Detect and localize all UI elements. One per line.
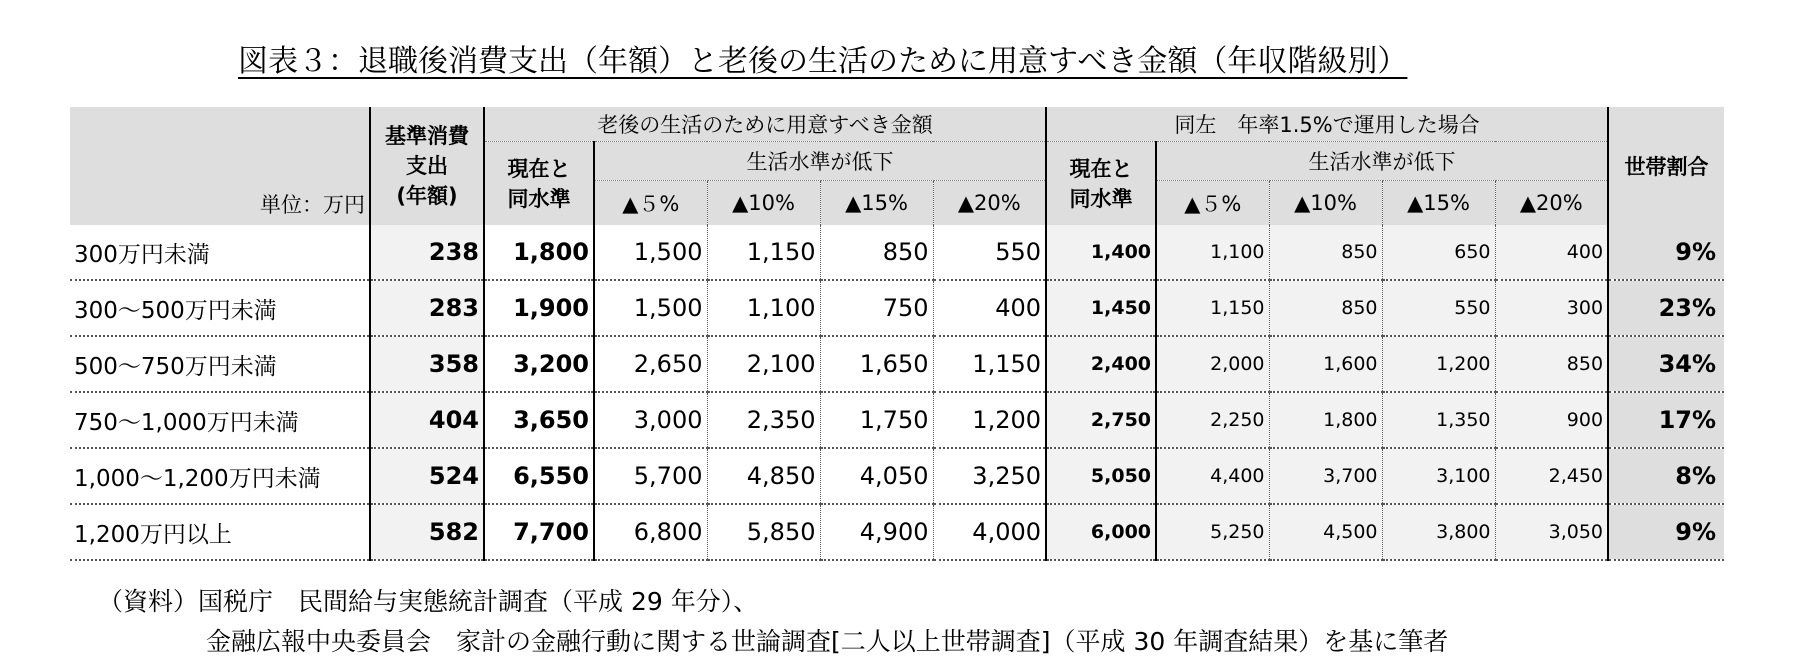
- invest-decline-5-cell: 5,250: [1156, 504, 1269, 560]
- invest-same-level-cell: 2,400: [1046, 336, 1156, 392]
- table-row: [70, 504, 1724, 560]
- decline-20-cell: 1,200: [933, 392, 1046, 448]
- base-consumption-cell: 582: [370, 504, 484, 560]
- same-level-cell: 3,200: [484, 336, 594, 392]
- invest-decline-20-cell: 300: [1495, 280, 1608, 336]
- decline-10-cell: 5,850: [707, 504, 820, 560]
- invest-decline-15-cell: 1,350: [1382, 392, 1495, 448]
- decline-5-cell: 1,500: [594, 225, 707, 280]
- invest-same-level-cell: 1,400: [1046, 225, 1156, 280]
- base-consumption-cell: 238: [370, 225, 484, 280]
- household-share-cell: 9%: [1608, 504, 1724, 560]
- base-consumption-cell: 283: [370, 280, 484, 336]
- invest-decline-20-cell: 3,050: [1495, 504, 1608, 560]
- invest-decline-10-cell: 850: [1269, 225, 1382, 280]
- invest-decline-20-cell: 400: [1495, 225, 1608, 280]
- invest-same-level-cell: 1,450: [1046, 280, 1156, 336]
- invest-same-level-cell: 5,050: [1046, 448, 1156, 504]
- decline-15-header: ▲15%: [820, 181, 933, 226]
- invest-decline-5-cell: 1,100: [1156, 225, 1269, 280]
- decline-15-cell: 750: [820, 280, 933, 336]
- table-body: [70, 225, 1724, 560]
- income-bracket-cell: 1,200万円以上: [70, 504, 370, 560]
- invest-same-level-cell: 6,000: [1046, 504, 1156, 560]
- invest-decline-15-cell: 3,800: [1382, 504, 1495, 560]
- invest-amount-header: 同左 年率1.5%で運用した場合: [1046, 107, 1608, 142]
- invest-decline-15-cell: 3,100: [1382, 448, 1495, 504]
- decline-10-cell: 2,350: [707, 392, 820, 448]
- decline-20-cell: 3,250: [933, 448, 1046, 504]
- household-share-cell: 8%: [1608, 448, 1724, 504]
- invest-decline-5-header: ▲５%: [1156, 181, 1269, 226]
- invest-decline-10-cell: 4,500: [1269, 504, 1382, 560]
- unit-label: 単位：万円: [70, 107, 370, 225]
- household-share-header: 世帯割合: [1608, 107, 1724, 225]
- invest-decline-header: 生活水準が低下: [1156, 142, 1608, 181]
- income-bracket-cell: 300～500万円未満: [70, 280, 370, 336]
- invest-decline-5-cell: 2,000: [1156, 336, 1269, 392]
- household-share-cell: 23%: [1608, 280, 1724, 336]
- decline-20-cell: 400: [933, 280, 1046, 336]
- table-header: [70, 107, 1724, 225]
- invest-decline-15-cell: 550: [1382, 280, 1495, 336]
- household-share-cell: 34%: [1608, 336, 1724, 392]
- decline-5-cell: 1,500: [594, 280, 707, 336]
- decline-15-cell: 4,900: [820, 504, 933, 560]
- same-level-cell: 6,550: [484, 448, 594, 504]
- decline-20-header: ▲20%: [933, 181, 1046, 226]
- base-consumption-cell: 404: [370, 392, 484, 448]
- decline-20-cell: 1,150: [933, 336, 1046, 392]
- table-row: [70, 225, 1724, 280]
- decline-15-cell: 850: [820, 225, 933, 280]
- source-note-line-1: （資料）国税庁 民間給与実態統計調査（平成 29 年分）、: [98, 587, 759, 616]
- invest-decline-15-cell: 1,200: [1382, 336, 1495, 392]
- page-title: 図表３：退職後消費支出（年額）と老後の生活のために用意すべき金額（年収階級別）: [238, 44, 1408, 79]
- table-row: [70, 280, 1724, 336]
- table-row: [70, 336, 1724, 392]
- source-notes: [98, 582, 1448, 662]
- decline-10-cell: 4,850: [707, 448, 820, 504]
- invest-decline-10-cell: 3,700: [1269, 448, 1382, 504]
- invest-decline-20-header: ▲20%: [1495, 181, 1608, 226]
- decline-10-cell: 2,100: [707, 336, 820, 392]
- decline-5-cell: 5,700: [594, 448, 707, 504]
- household-share-cell: 9%: [1608, 225, 1724, 280]
- invest-decline-10-cell: 1,800: [1269, 392, 1382, 448]
- invest-decline-15-header: ▲15%: [1382, 181, 1495, 226]
- table-row: [70, 392, 1724, 448]
- same-level-cell: 7,700: [484, 504, 594, 560]
- decline-15-cell: 1,750: [820, 392, 933, 448]
- required-amount-header: 老後の生活のために用意すべき金額: [484, 107, 1046, 142]
- decline-5-cell: 6,800: [594, 504, 707, 560]
- income-bracket-cell: 500～750万円未満: [70, 336, 370, 392]
- invest-decline-20-cell: 2,450: [1495, 448, 1608, 504]
- same-level-cell: 1,800: [484, 225, 594, 280]
- source-note-line-2: 金融広報中央委員会 家計の金融行動に関する世論調査[二人以上世帯調査]（平成 30 年調査結果）を基に筆者: [206, 627, 1449, 656]
- decline-10-cell: 1,100: [707, 280, 820, 336]
- household-share-cell: 17%: [1608, 392, 1724, 448]
- invest-decline-20-cell: 850: [1495, 336, 1608, 392]
- same-level-header: 現在と 同水準: [484, 142, 594, 226]
- decline-10-header: ▲10%: [707, 181, 820, 226]
- decline-20-cell: 4,000: [933, 504, 1046, 560]
- invest-decline-5-cell: 1,150: [1156, 280, 1269, 336]
- income-bracket-cell: 750～1,000万円未満: [70, 392, 370, 448]
- base-consumption-cell: 524: [370, 448, 484, 504]
- invest-decline-5-cell: 4,400: [1156, 448, 1269, 504]
- invest-decline-10-cell: 1,600: [1269, 336, 1382, 392]
- invest-decline-10-cell: 850: [1269, 280, 1382, 336]
- invest-decline-10-header: ▲10%: [1269, 181, 1382, 226]
- income-bracket-cell: 300万円未満: [70, 225, 370, 280]
- invest-same-level-header: 現在と 同水準: [1046, 142, 1156, 226]
- base-consumption-header: 基準消費 支出 (年額): [370, 107, 484, 225]
- invest-decline-5-cell: 2,250: [1156, 392, 1269, 448]
- invest-decline-15-cell: 650: [1382, 225, 1495, 280]
- decline-5-header: ▲５%: [594, 181, 707, 226]
- same-level-cell: 1,900: [484, 280, 594, 336]
- decline-5-cell: 2,650: [594, 336, 707, 392]
- decline-10-cell: 1,150: [707, 225, 820, 280]
- base-consumption-cell: 358: [370, 336, 484, 392]
- decline-5-cell: 3,000: [594, 392, 707, 448]
- decline-20-cell: 550: [933, 225, 1046, 280]
- decline-header: 生活水準が低下: [594, 142, 1046, 181]
- same-level-cell: 3,650: [484, 392, 594, 448]
- retirement-fund-table: [70, 107, 1724, 561]
- decline-15-cell: 1,650: [820, 336, 933, 392]
- table-row: [70, 448, 1724, 504]
- invest-decline-20-cell: 900: [1495, 392, 1608, 448]
- decline-15-cell: 4,050: [820, 448, 933, 504]
- invest-same-level-cell: 2,750: [1046, 392, 1156, 448]
- income-bracket-cell: 1,000～1,200万円未満: [70, 448, 370, 504]
